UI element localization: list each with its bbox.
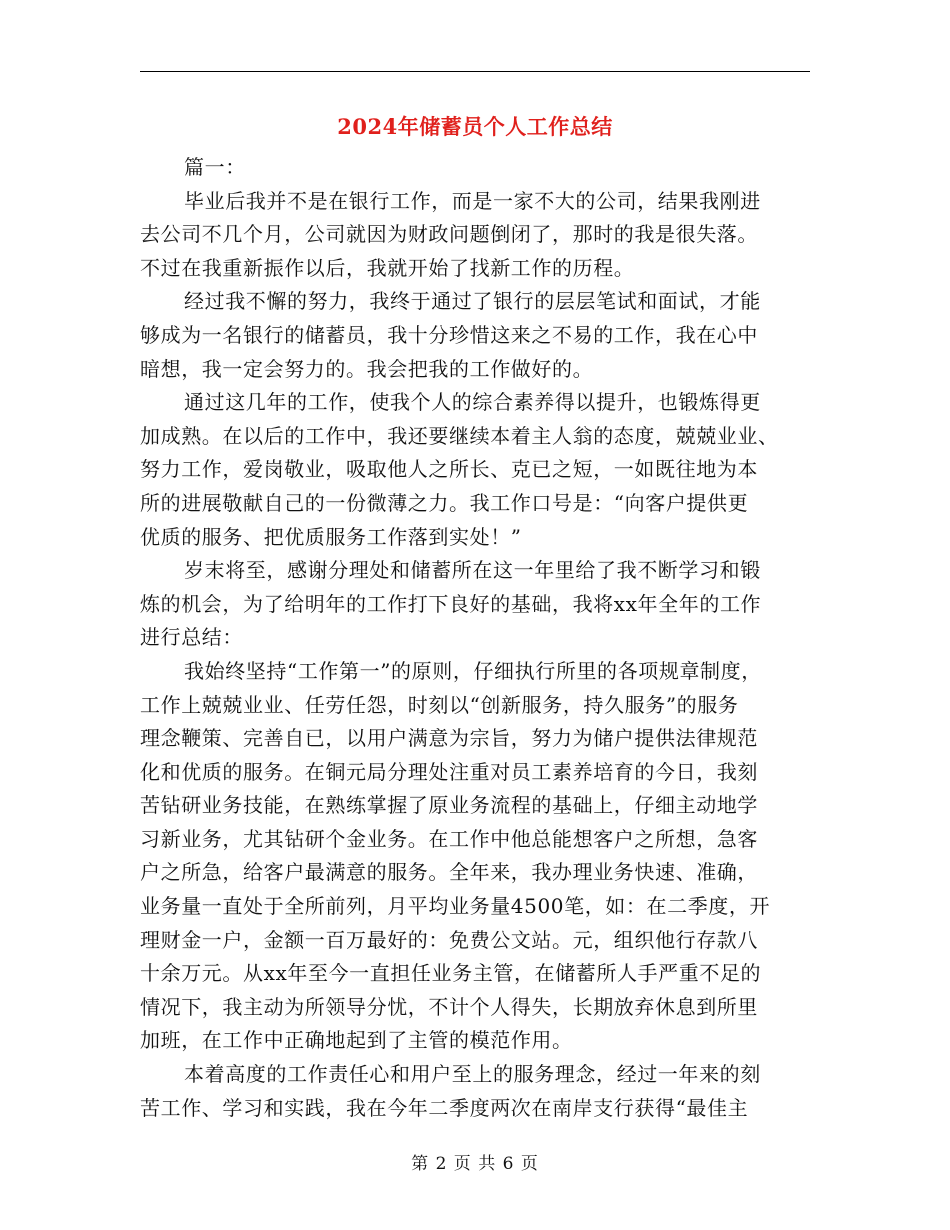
- body-line: 苦工作、学习和实践，我在今年二季度两次在南岸支行获得“最佳主: [140, 1095, 749, 1120]
- body-line: 理念鞭策、完善自已，以用户满意为宗旨，努力为储户提供法律规范: [140, 726, 758, 751]
- body-line: 岁末将至，感谢分理处和储蓄所在这一年里给了我不断学习和锻: [184, 558, 761, 583]
- body-line: 毕业后我并不是在银行工作，而是一家不大的公司，结果我刚进: [184, 188, 761, 213]
- body-line: 情况下，我主动为所领导分忧，不计个人得失，长期放弃休息到所里: [140, 994, 758, 1019]
- body-line: 暗想，我一定会努力的。我会把我的工作做好的。: [140, 356, 594, 381]
- body-line: 努力工作，爱岗敬业，吸取他人之所长、克已之短，一如既往地为本: [140, 457, 758, 482]
- body-line: 进行总结：: [140, 625, 243, 650]
- body-line: 经过我不懈的努力，我终于通过了银行的层层笔试和面试，才能: [184, 289, 761, 314]
- body-line: 炼的机会，为了给明年的工作打下良好的基础，我将xx年全年的工作: [140, 591, 762, 616]
- body-line: 我始终坚持“工作第一”的原则，仔细执行所里的各项规章制度，: [184, 658, 762, 683]
- body-line: 业务量一直处于全所前列，月平均业务量4500笔，如：在二季度，开: [140, 894, 771, 919]
- page-number: 第 2 页 共 6 页: [411, 1154, 539, 1174]
- body-line: 优质的服务、把优质服务工作落到实处！”: [140, 524, 522, 549]
- body-line: 户之所急，给客户最满意的服务。全年来，我办理业务快速、准确，: [140, 860, 758, 885]
- body-line: 所的进展敬献自己的一份微薄之力。我工作口号是：“向客户提供更: [140, 490, 749, 515]
- body-line: 加成熟。在以后的工作中，我还要继续本着主人翁的态度，兢兢业业、: [140, 423, 779, 448]
- body-line: 工作上兢兢业业、任劳任怨，时刻以“创新服务，持久服务”的服务: [140, 692, 739, 717]
- body-line: 习新业务，尤其钻研个金业务。在工作中他总能想客户之所想，急客: [140, 826, 758, 851]
- document-title: 2024年储蓄员个人工作总结: [337, 114, 613, 139]
- body-line: 十余万元。从xx年至今一直担任业务主管，在储蓄所人手严重不足的: [140, 961, 762, 986]
- document-body: [140, 151, 805, 1125]
- body-line: 去公司不几个月，公司就因为财政问题倒闭了，那时的我是很失落。: [140, 222, 758, 247]
- body-line: 化和优质的服务。在铜元局分理处注重对员工素养培育的今日，我刻: [140, 759, 758, 784]
- body-line: 理财金一户，金额一百万最好的：免费公文站。元，组织他行存款八: [140, 927, 758, 952]
- body-line: 通过这几年的工作，使我个人的综合素养得以提升，也锻炼得更: [184, 390, 761, 415]
- body-line: 够成为一名银行的储蓄员，我十分珍惜这来之不易的工作，我在心中: [140, 322, 758, 347]
- body-line: 不过在我重新振作以后，我就开始了找新工作的历程。: [140, 255, 635, 280]
- body-line: 加班，在工作中正确地起到了主管的模范作用。: [140, 1028, 573, 1053]
- header-rule: [140, 71, 810, 72]
- body-line: 苦钻研业务技能，在熟练掌握了原业务流程的基础上，仔细主动地学: [140, 793, 758, 818]
- body-line: 本着高度的工作责任心和用户至上的服务理念，经过一年来的刻: [184, 1062, 761, 1087]
- body-line: 篇一：: [184, 155, 246, 179]
